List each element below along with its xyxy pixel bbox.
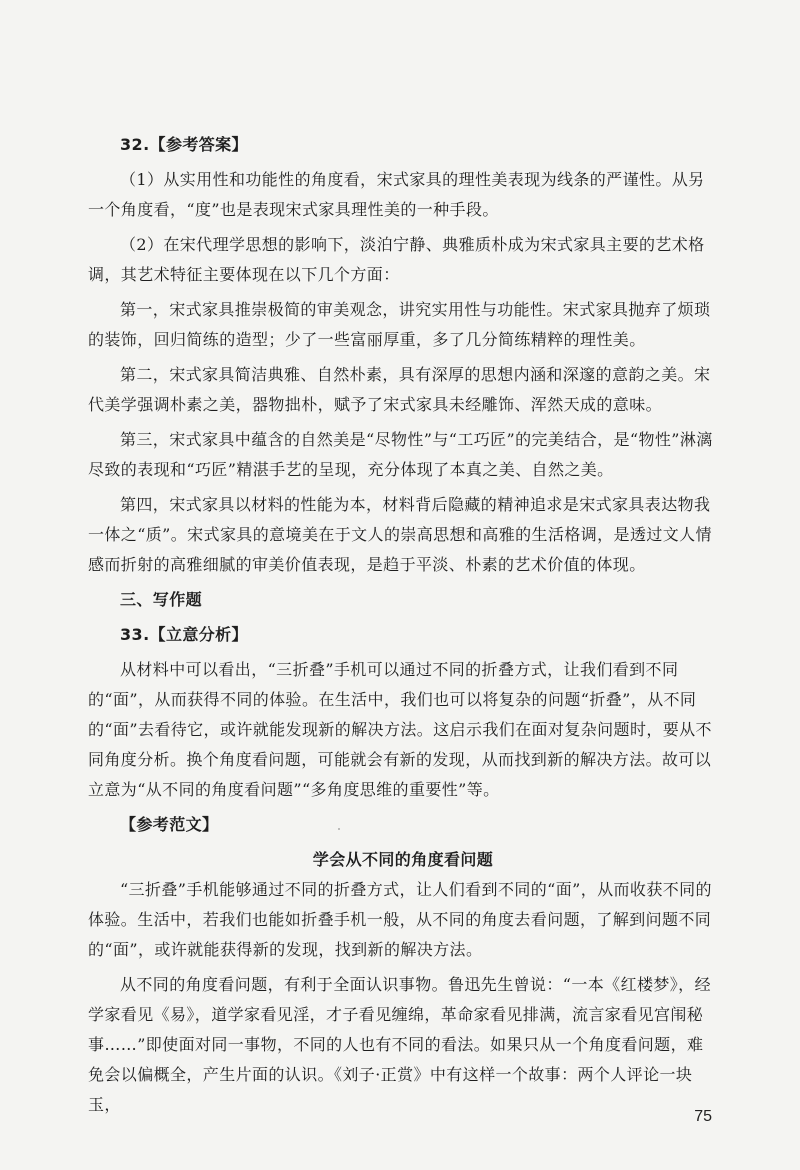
q33-heading: 33.【立意分析】 — [120, 625, 248, 644]
section-3-heading: 三、写作题 — [120, 590, 203, 609]
page-body — [88, 130, 718, 1120]
scan-speck — [338, 828, 340, 830]
q32-point-2: 第二，宋式家具简洁典雅、自然朴素，具有深厚的思想内涵和深邃的意韵之美。宋代美学强调朴素之美，器物拙朴，赋予了宋式家具未经雕饰、浑然天成的意味。 — [88, 365, 711, 414]
q32-point-1: 第一，宋式家具推崇极简的审美观念，讲究实用性与功能性。宋式家具抛弃了烦琐的装饰，回归简练的造型；少了一些富丽厚重，多了几分简练精粹的理性美。 — [88, 300, 711, 349]
q32-heading: 32.【参考答案】 — [120, 135, 248, 154]
q32-point-4: 第四，宋式家具以材料的性能为本，材料背后隐藏的精神追求是宋式家具表达物我一体之“质”。宋式家具的意境美在于文人的崇高思想和高雅的生活格调，是透过文人情感而折射的高雅细腻的审美价值表现，是趋于平淡、朴素的艺术价值的体现。 — [88, 495, 712, 574]
q33-analysis: 从材料中可以看出，“三折叠”手机可以通过不同的折叠方式，让我们看到不同的“面”，从而获得不同的体验。在生活中，我们也可以将复杂的问题“折叠”，从不同的“面”去看待它，或许就能发现新的解决方法。这启示我们在面对复杂问题时，要从不同角度分析。换个角度看问题，可能就会有新的发现，从而找到新的解决方法。故可以立意为“从不同的角度看问题”“多角度思维的重要性”等。 — [88, 660, 712, 799]
sample-essay-label: 【参考范文】 — [120, 815, 219, 834]
q32-paragraph-1: （1）从实用性和功能性的角度看，宋式家具的理性美表现为线条的严谨性。从另一个角度看，“度”也是表现宋式家具理性美的一种手段。 — [88, 170, 705, 219]
q32-paragraph-2: （2）在宋代理学思想的影响下，淡泊宁静、典雅质朴成为宋式家具主要的艺术格调，其艺术特征主要体现在以下几个方面： — [88, 235, 705, 284]
q32-point-3: 第三，宋式家具中蕴含的自然美是“尽物性”与“工巧匠”的完美结合，是“物性”淋漓尽致的表现和“巧匠”精湛手艺的呈现，充分体现了本真之美、自然之美。 — [88, 430, 713, 479]
essay-paragraph-2: 从不同的角度看问题，有利于全面认识事物。鲁迅先生曾说：“一本《红楼梦》，经学家看见《易》，道学家看见淫，才子看见缠绵，革命家看见排满，流言家看见宫闱秘事……”即使面对同一事物，不同的人也有不同的看法。如果只从一个角度看问题，难免会以偏概全，产生片面的认识。《刘子·正赏》中有这样一个故事：两个人评论一块玉， — [88, 975, 711, 1114]
essay-title: 学会从不同的角度看问题 — [312, 850, 494, 869]
page-number: 75 — [694, 1108, 712, 1125]
essay-paragraph-1: “三折叠”手机能够通过不同的折叠方式，让人们看到不同的“面”，从而收获不同的体验。生活中，若我们也能如折叠手机一般，从不同的角度去看问题，了解到问题不同的“面”，或许就能获得新的发现，找到新的解决方法。 — [88, 880, 712, 959]
